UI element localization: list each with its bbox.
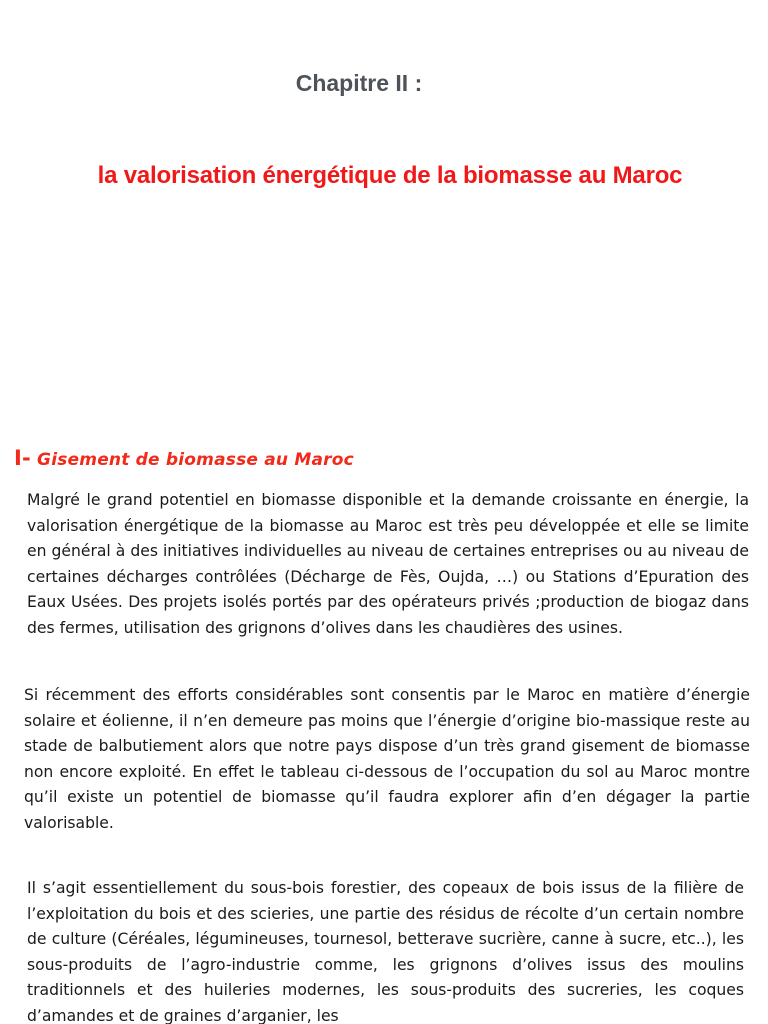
paragraph-3: Il s’agit essentiellement du sous-bois forestier, des copeaux de bois issus de la filière de l’exploitation du bois et des scieries, une partie des résidus de récolte d’un certain nombre de culture (Céréales, légumineuses, tournesol, betterave sucrière, canne à sucre, etc..), les sous-produits de l’agro-industrie comme, les grignons d’olives issus des moulins traditionnels et des huileries modernes, les sous-produits des sucreries, les coques d’amandes et de graines d’arganier, les [27,879,744,1024]
chapter-title: Chapitre II : [295,70,423,96]
section-number: I- [14,446,31,470]
section-heading [14,446,354,470]
paragraph-2: Si récemment des efforts considérables sont consentis par le Maroc en matière d’énergie solaire et éolienne, il n’en demeure pas moins que l’énergie d’origine bio-massique reste au stade de balbutiement alors que notre pays dispose d’un très grand gisement de biomasse non encore exploité. En effet le tableau ci-dessous de l’occupation du sol au Maroc montre qu’il existe un potentiel de biomasse qu’il faudra explorer afin d’en dégager la partie valorisable. [24,686,750,832]
paragraph-1: Malgré le grand potentiel en biomasse disponible et la demande croissante en énergie, la valorisation énergétique de la biomasse au Maroc est très peu développée et elle se limite en général à des initiatives individuelles au niveau de certaines entreprises ou au niveau de certaines décharges contrôlées (Décharge de Fès, Oujda, …) ou Stations d’Epuration des Eaux Usées. Des projets isolés portés par des opérateurs privés ;production de biogaz dans des fermes, utilisation des grignons d’olives dans les chaudières des usines. [27,491,749,637]
chapter-subtitle: la valorisation énergétique de la biomasse au Maroc [97,162,683,189]
section-heading-text: Gisement de biomasse au Maroc [30,450,354,470]
